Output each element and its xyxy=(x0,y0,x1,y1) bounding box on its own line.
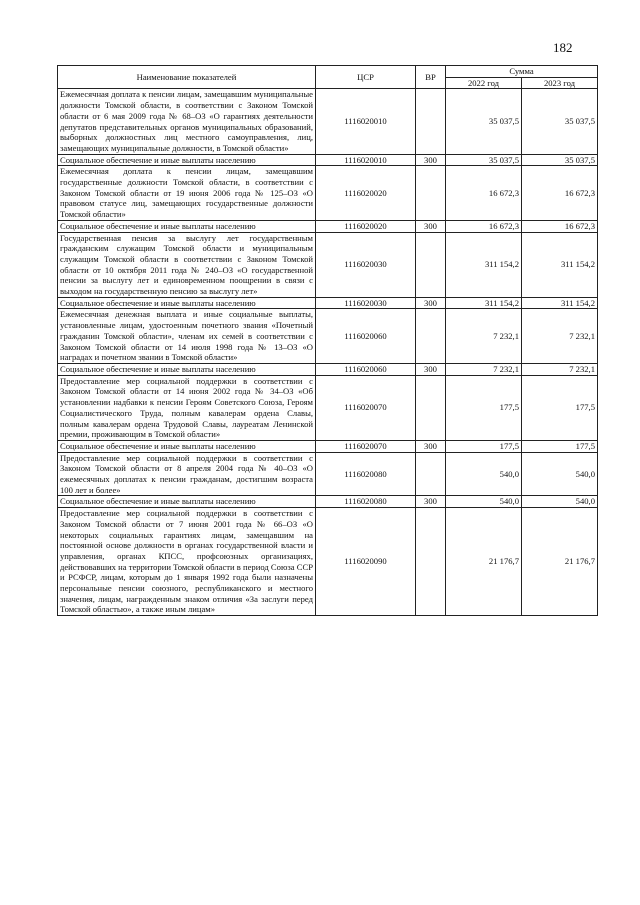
row-vr xyxy=(416,232,446,297)
header-sum: Сумма xyxy=(446,66,598,78)
row-sum-2022: 16 672,3 xyxy=(446,220,522,232)
page-number: 182 xyxy=(553,40,573,55)
row-csr: 1116020020 xyxy=(316,166,416,221)
table-row xyxy=(58,154,598,166)
row-csr: 1116020060 xyxy=(316,363,416,375)
row-name: Социальное обеспечение и иные выплаты населению xyxy=(58,297,316,309)
row-sum-2023: 35 037,5 xyxy=(522,89,598,154)
row-sum-2023: 177,5 xyxy=(522,375,598,440)
row-name: Предоставление мер социальной поддержки в соответствии с Законом Томской области от 14 июня 2002 года № 34–ОЗ «Об установлении надбавки к пенсии Героям Советского Союза, Героям Социалистического Труда, полным кавалерам ордена Славы, полным кавалерам ордена Трудовой Славы, лауреатам Ленинской премии, проживающим в Томской области» xyxy=(58,375,316,440)
row-sum-2022: 16 672,3 xyxy=(446,166,522,221)
row-csr: 1116020060 xyxy=(316,309,416,364)
row-csr: 1116020030 xyxy=(316,297,416,309)
table-row xyxy=(58,89,598,154)
table-row xyxy=(58,166,598,221)
row-sum-2023: 16 672,3 xyxy=(522,166,598,221)
row-sum-2023: 540,0 xyxy=(522,452,598,496)
row-vr xyxy=(416,508,446,616)
row-name: Социальное обеспечение и иные выплаты населению xyxy=(58,363,316,375)
row-vr xyxy=(416,375,446,440)
row-sum-2023: 16 672,3 xyxy=(522,220,598,232)
table-row xyxy=(58,375,598,440)
row-vr xyxy=(416,309,446,364)
row-vr: 300 xyxy=(416,297,446,309)
row-sum-2022: 177,5 xyxy=(446,375,522,440)
row-sum-2023: 7 232,1 xyxy=(522,309,598,364)
row-sum-2022: 311 154,2 xyxy=(446,232,522,297)
row-vr xyxy=(416,166,446,221)
row-sum-2022: 540,0 xyxy=(446,452,522,496)
table-row xyxy=(58,508,598,616)
row-sum-2023: 177,5 xyxy=(522,440,598,452)
table-row xyxy=(58,220,598,232)
row-vr: 300 xyxy=(416,154,446,166)
row-sum-2022: 35 037,5 xyxy=(446,154,522,166)
row-sum-2023: 35 037,5 xyxy=(522,154,598,166)
row-name: Предоставление мер социальной поддержки в соответствии с Законом Томской области от 7 июня 2001 года № 66–ОЗ «О некоторых социальных гарантиях лицам, замещавшим на постоянной основе должности в органах государственной власти и управления, органах КПСС, профсоюзных организациях, действовавших на территории Томской области в период Союза ССР и РСФСР, лицам, которым до 1 января 1992 года были назначены персональные пенсии союзного, республиканского и местного значения, лицам, награжденным знаком отличия «За заслуги перед Томской областью», а также иным лицам» xyxy=(58,508,316,616)
row-sum-2022: 177,5 xyxy=(446,440,522,452)
row-name: Ежемесячная денежная выплата и иные социальные выплаты, установленные лицам, удостоенным почетного звания «Почетный гражданин Томской области», членам их семей в соответствии с Законом Томской области от 14 июля 1998 года № 13–ОЗ «О наградах и почетном звании в Томской области» xyxy=(58,309,316,364)
row-csr: 1116020070 xyxy=(316,375,416,440)
table-row xyxy=(58,363,598,375)
table-row xyxy=(58,309,598,364)
row-csr: 1116020010 xyxy=(316,154,416,166)
row-vr: 300 xyxy=(416,440,446,452)
row-vr xyxy=(416,89,446,154)
row-vr: 300 xyxy=(416,363,446,375)
row-csr: 1116020010 xyxy=(316,89,416,154)
header-csr: ЦСР xyxy=(316,66,416,89)
table-row xyxy=(58,440,598,452)
row-csr: 1116020080 xyxy=(316,452,416,496)
row-sum-2022: 540,0 xyxy=(446,496,522,508)
row-name: Социальное обеспечение и иные выплаты населению xyxy=(58,496,316,508)
row-csr: 1116020030 xyxy=(316,232,416,297)
row-sum-2022: 7 232,1 xyxy=(446,363,522,375)
row-name: Социальное обеспечение и иные выплаты населению xyxy=(58,220,316,232)
row-vr: 300 xyxy=(416,496,446,508)
row-name: Ежемесячная доплата к пенсии лицам, замещавшим государственные должности Томской области, в соответствии с Законом Томской области от 19 июня 2006 года № 125–ОЗ «О правовом статусе лиц, замещающих государственные должности Томской области» xyxy=(58,166,316,221)
row-name: Предоставление мер социальной поддержки в соответствии с Законом Томской области от 8 апреля 2004 года № 40–ОЗ «О ежемесячных доплатах к пенсии гражданам, достигшим возраста 100 лет и более» xyxy=(58,452,316,496)
row-vr xyxy=(416,452,446,496)
row-csr: 1116020080 xyxy=(316,496,416,508)
row-csr: 1116020090 xyxy=(316,508,416,616)
row-sum-2022: 21 176,7 xyxy=(446,508,522,616)
row-csr: 1116020020 xyxy=(316,220,416,232)
table-row xyxy=(58,496,598,508)
row-name: Государственная пенсия за выслугу лет государственным гражданским служащим Томской области и муниципальным служащим Томской области в соответствии с Законом Томской области от 10 октября 2011 года № 240–ОЗ «О государственной пенсии за выслугу лет и единовременном поощрении в связи с выходом на государственную пенсию за выслугу лет» xyxy=(58,232,316,297)
table-body xyxy=(58,89,598,616)
header-vr: ВР xyxy=(416,66,446,89)
row-name: Ежемесячная доплата к пенсии лицам, замещавшим муниципальные должности Томской области, в соответствии с Законом Томской области от 6 мая 2009 года № 68–ОЗ «О гарантиях деятельности депутатов представительных органов муниципальных образований, выборных должностных лиц местного самоуправления, лиц, замещающих муниципальные должности, в Томской области» xyxy=(58,89,316,154)
header-name: Наименование показателей xyxy=(58,66,316,89)
header-year-2022: 2022 год xyxy=(446,77,522,89)
row-sum-2023: 21 176,7 xyxy=(522,508,598,616)
row-name: Социальное обеспечение и иные выплаты населению xyxy=(58,154,316,166)
row-sum-2023: 540,0 xyxy=(522,496,598,508)
row-sum-2022: 7 232,1 xyxy=(446,309,522,364)
row-sum-2023: 311 154,2 xyxy=(522,232,598,297)
row-sum-2022: 35 037,5 xyxy=(446,89,522,154)
row-csr: 1116020070 xyxy=(316,440,416,452)
table-row xyxy=(58,232,598,297)
row-sum-2022: 311 154,2 xyxy=(446,297,522,309)
row-sum-2023: 7 232,1 xyxy=(522,363,598,375)
row-sum-2023: 311 154,2 xyxy=(522,297,598,309)
row-name: Социальное обеспечение и иные выплаты населению xyxy=(58,440,316,452)
row-vr: 300 xyxy=(416,220,446,232)
budget-table xyxy=(57,65,598,616)
header-year-2023: 2023 год xyxy=(522,77,598,89)
table-row xyxy=(58,297,598,309)
table-row xyxy=(58,452,598,496)
